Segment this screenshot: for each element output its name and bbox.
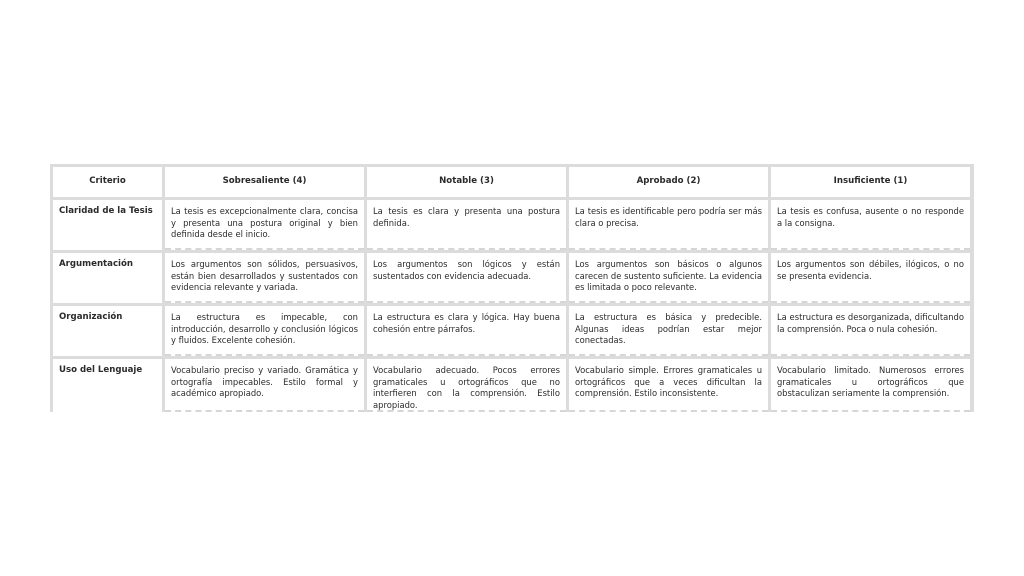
table-cell: La estructura es clara y lógica. Hay buena cohesión entre párrafos. [367, 306, 566, 356]
rubric-table [50, 164, 974, 412]
table-cell: La tesis es confusa, ausente o no responde a la consigna. [771, 200, 970, 250]
table-cell: La tesis es clara y presenta una postura definida. [367, 200, 566, 250]
criterion-argumentacion: Argumentación [53, 253, 162, 303]
table-cell: La estructura es impecable, con introducción, desarrollo y conclusión lógicos y fluidos. Excelente cohesión. [165, 306, 364, 356]
table-cell: Los argumentos son básicos o algunos carecen de sustento suficiente. La evidencia es limitada o poco relevante. [569, 253, 768, 303]
header-aprobado: Aprobado (2) [569, 167, 768, 197]
table-cell: La estructura es desorganizada, dificultando la comprensión. Poca o nula cohesión. [771, 306, 970, 356]
table-cell: La tesis es excepcionalmente clara, concisa y presenta una postura original y bien definida desde el inicio. [165, 200, 364, 250]
table-cell: Vocabulario simple. Errores gramaticales u ortográficos que a veces dificultan la comprensión. Estilo inconsistente. [569, 359, 768, 412]
rubric-grid [53, 167, 971, 409]
header-sobresaliente: Sobresaliente (4) [165, 167, 364, 197]
table-cell: La estructura es básica y predecible. Algunas ideas podrían estar mejor conectadas. [569, 306, 768, 356]
header-insuficiente: Insuficiente (1) [771, 167, 970, 197]
table-cell: Vocabulario adecuado. Pocos errores gramaticales u ortográficos que no interfieren con la comprensión. Estilo apropiado. [367, 359, 566, 412]
table-cell: Vocabulario preciso y variado. Gramática y ortografía impecables. Estilo formal y académico apropiado. [165, 359, 364, 412]
table-cell: Los argumentos son lógicos y están sustentados con evidencia adecuada. [367, 253, 566, 303]
criterion-uso-lenguaje: Uso del Lenguaje [53, 359, 162, 412]
table-cell: Los argumentos son débiles, ilógicos, o no se presenta evidencia. [771, 253, 970, 303]
table-cell: Los argumentos son sólidos, persuasivos, están bien desarrollados y sustentados con evidencia relevante y variada. [165, 253, 364, 303]
criterion-organizacion: Organización [53, 306, 162, 356]
header-criterio: Criterio [53, 167, 162, 197]
header-notable: Notable (3) [367, 167, 566, 197]
criterion-claridad: Claridad de la Tesis [53, 200, 162, 250]
table-cell: La tesis es identificable pero podría ser más clara o precisa. [569, 200, 768, 250]
table-cell: Vocabulario limitado. Numerosos errores gramaticales u ortográficos que obstaculizan seriamente la comprensión. [771, 359, 970, 412]
